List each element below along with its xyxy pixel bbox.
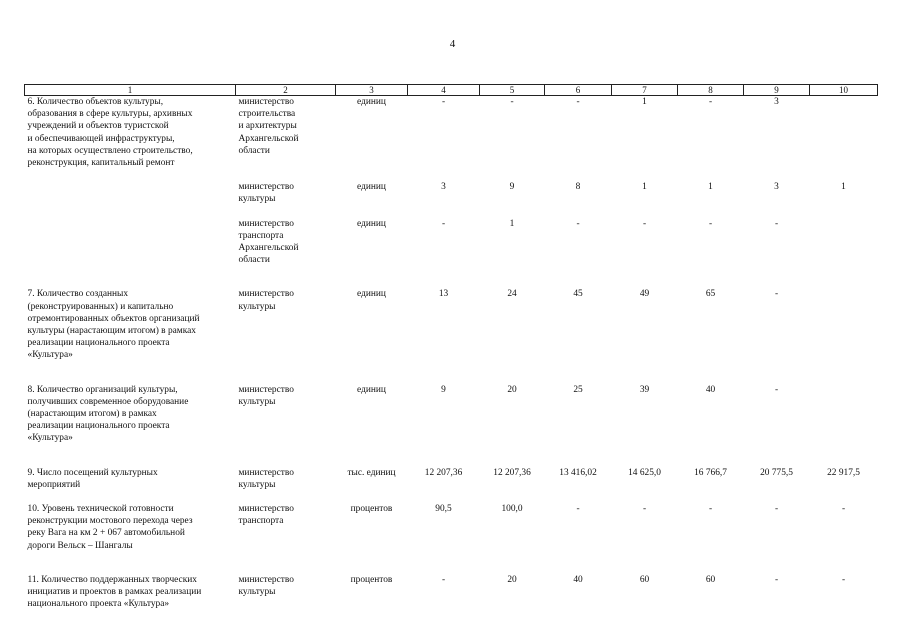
value-cell: 65 — [705, 289, 716, 300]
value-cell: 24 — [507, 289, 517, 300]
header-cell: 6 — [545, 85, 612, 96]
value-cell: 20 — [507, 574, 517, 585]
indicator-table — [24, 84, 878, 611]
indicator-name — [25, 218, 236, 267]
responsible-executor: министерство культуры — [238, 467, 294, 490]
table-row — [25, 467, 878, 491]
spacer-cell — [25, 266, 878, 288]
responsible-executor: министерство культуры — [238, 384, 294, 407]
value-cell: - — [841, 574, 846, 585]
value-cell: 49 — [639, 289, 650, 300]
value-cell: - — [841, 504, 846, 515]
row-spacer — [25, 362, 878, 384]
page-number: 4 — [449, 38, 456, 50]
value-cell: - — [708, 504, 713, 515]
spacer-cell — [25, 206, 878, 218]
value-cell: 14 625,0 — [628, 467, 661, 478]
value-cell: - — [441, 574, 446, 585]
value-cell: 100,0 — [501, 504, 523, 515]
header-cell: 7 — [612, 85, 678, 96]
value-cell: 12 207,36 — [493, 467, 531, 478]
value-cell: 13 — [438, 289, 449, 300]
value-cell: 60 — [705, 574, 716, 585]
header-cell: 3 — [336, 85, 408, 96]
value-cell: 40 — [573, 574, 583, 585]
value-cell: - — [642, 218, 647, 229]
value-cell: 60 — [639, 574, 650, 585]
responsible-executor: министерство культуры — [238, 289, 294, 312]
value-cell — [810, 384, 878, 445]
row-spacer — [25, 169, 878, 181]
unit-of-measure: единиц — [357, 182, 386, 193]
value-cell: 3 — [774, 97, 779, 107]
unit-of-measure: процентов — [350, 504, 393, 515]
spacer-cell — [25, 491, 878, 503]
value-cell: 20 — [507, 384, 517, 395]
header-cell: 1 — [25, 85, 236, 96]
row-spacer — [25, 491, 878, 503]
value-cell: - — [576, 504, 580, 515]
value-cell: - — [774, 574, 779, 585]
value-cell: 3 — [774, 182, 779, 193]
responsible-executor: министерство культуры — [238, 182, 294, 205]
header-cell: 4 — [408, 85, 480, 96]
value-cell: - — [774, 384, 779, 395]
indicator-name: 8. Количество организаций культуры, получивших современное оборудование (нарастающим итогом) в рамках реализации национального проекта «Культура» — [27, 384, 189, 444]
value-cell: 90,5 — [435, 504, 452, 515]
value-cell: 8 — [575, 182, 581, 193]
unit-of-measure: процентов — [350, 574, 393, 585]
indicator-name: 11. Количество поддержанных творческих инициатив и проектов в рамках реализации национального проекта «Культура» — [27, 574, 202, 610]
value-cell: 13 416,02 — [559, 467, 597, 478]
spacer-cell — [25, 552, 878, 574]
value-cell: 1 — [642, 97, 647, 107]
indicator-name: 9. Число посещений культурных мероприятий — [27, 467, 158, 490]
table-row — [25, 503, 878, 552]
value-cell: 22 917,5 — [827, 467, 860, 478]
table-row — [25, 96, 878, 170]
responsible-executor: министерство транспорта — [238, 504, 294, 527]
value-cell: 25 — [573, 384, 583, 395]
value-cell: - — [642, 504, 647, 515]
value-cell: - — [708, 218, 713, 229]
value-cell: 16 766,7 — [694, 467, 727, 478]
header-cell: 5 — [480, 85, 545, 96]
header-cell: 8 — [678, 85, 744, 96]
header-row — [25, 85, 878, 96]
spacer-cell — [25, 445, 878, 467]
value-cell: 1 — [708, 182, 713, 193]
value-cell: - — [708, 97, 713, 107]
spacer-cell — [25, 169, 878, 181]
responsible-executor: министерство культуры — [238, 574, 294, 598]
table-row — [25, 384, 878, 445]
table-row — [25, 218, 878, 267]
spacer-cell — [25, 362, 878, 384]
responsible-executor: министерство транспорта Архангельской области — [238, 218, 299, 266]
value-cell: - — [441, 218, 446, 229]
header-cell: 10 — [810, 85, 878, 96]
value-cell: 20 775,5 — [760, 467, 793, 478]
value-cell: 12 207,36 — [424, 467, 463, 478]
value-cell: - — [774, 504, 779, 515]
value-cell: - — [441, 97, 446, 107]
row-spacer — [25, 266, 878, 288]
unit-of-measure: единиц — [357, 218, 386, 229]
value-cell: 3 — [441, 182, 446, 193]
responsible-executor: министерство строительства и архитектуры Архангельской области — [238, 97, 299, 156]
unit-of-measure: единиц — [357, 289, 386, 300]
indicator-name: 7. Количество созданных (реконструированных) и капитально отремонтированных объектов организаций культуры (нарастающим итогом) в рамках реализации национального проекта «Культура» — [27, 289, 200, 361]
value-cell: 9 — [441, 384, 446, 395]
value-cell — [810, 288, 878, 361]
table-row — [25, 181, 878, 205]
value-cell: 1 — [841, 182, 846, 193]
value-cell: 1 — [642, 182, 647, 193]
value-cell: 45 — [573, 289, 583, 300]
row-spacer — [25, 206, 878, 218]
value-cell: - — [576, 218, 580, 229]
value-cell: - — [510, 97, 514, 107]
unit-of-measure: единиц — [357, 97, 386, 107]
value-cell — [810, 218, 878, 267]
value-cell: 40 — [705, 384, 716, 395]
value-cell: 1 — [509, 218, 515, 229]
unit-of-measure: единиц — [357, 384, 386, 395]
value-cell: - — [576, 97, 580, 107]
row-spacer — [25, 445, 878, 467]
indicator-name: 10. Уровень технической готовности реконструкции мостового перехода через реку Вага на км 2 + 067 автомобильной дороги Вельск – Шангалы — [27, 504, 193, 551]
value-cell: 39 — [639, 384, 650, 395]
indicator-name: 6. Количество объектов культуры, образования в сфере культуры, архивных учреждений и объектов туристской и обеспечивающей инфраструктуры, на которых осуществлено строительство, реконструкция, капитальный ремонт — [27, 97, 193, 169]
row-spacer — [25, 552, 878, 574]
table-row — [25, 574, 878, 611]
value-cell — [810, 96, 878, 170]
indicator-name — [25, 181, 236, 205]
unit-of-measure: тыс. единиц — [347, 467, 396, 478]
value-cell: - — [774, 218, 779, 229]
table-row — [25, 288, 878, 361]
header-cell: 9 — [744, 85, 810, 96]
header-cell: 2 — [236, 85, 336, 96]
value-cell: - — [774, 289, 779, 300]
value-cell: 9 — [509, 182, 515, 193]
